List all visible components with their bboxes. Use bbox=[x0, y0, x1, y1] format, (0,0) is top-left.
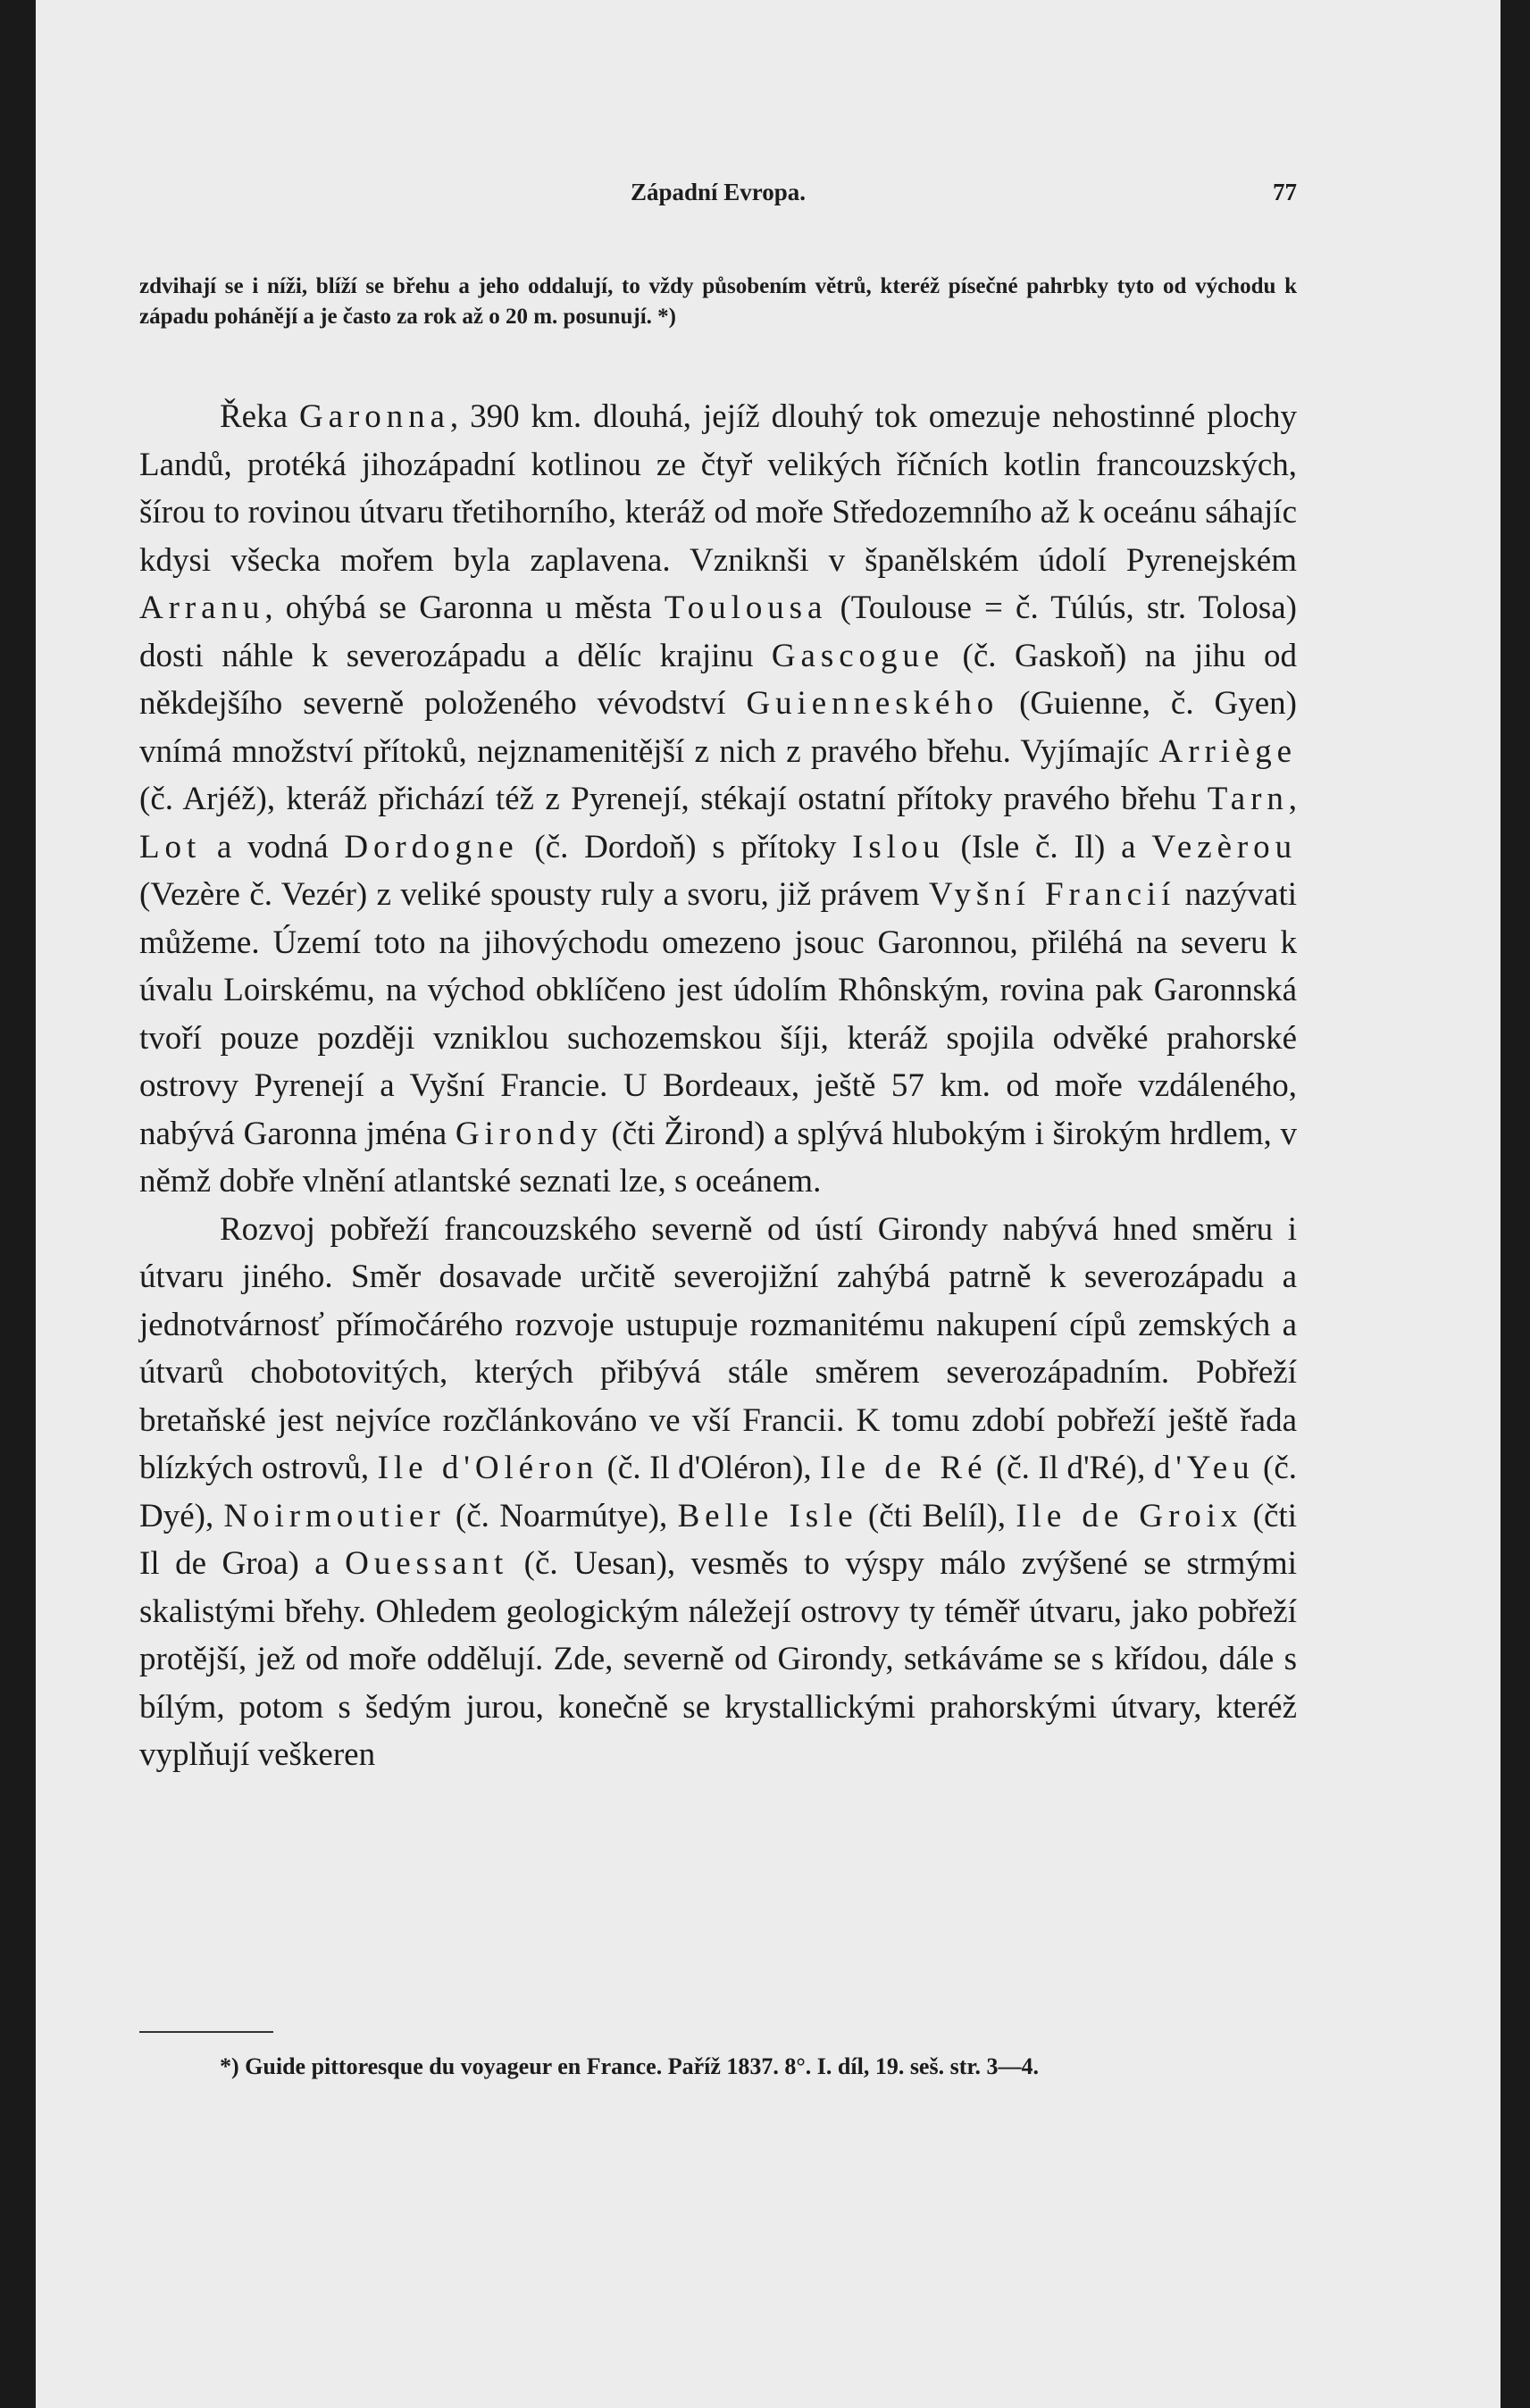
running-header bbox=[139, 179, 1297, 214]
term-lot: Lot bbox=[139, 828, 202, 865]
term-arranu: Arranu bbox=[139, 589, 265, 626]
term-re: Ile de Ré bbox=[820, 1450, 988, 1486]
term-ariege: Arriège bbox=[1158, 732, 1297, 770]
term-tarn: Tarn bbox=[1207, 781, 1289, 817]
term-girondy: Girondy bbox=[455, 1115, 603, 1152]
book-page bbox=[36, 0, 1501, 2408]
term-toulousa: Toulousa bbox=[664, 589, 828, 626]
term-noirmoutier: Noirmoutier bbox=[223, 1497, 446, 1534]
footnote: *) Guide pittoresque du voyageur en France. Paříž 1837. 8°. I. díl, 19. seš. str. 3—4. bbox=[220, 2053, 1040, 2079]
term-gascogue: Gascogue bbox=[771, 637, 945, 674]
term-yeu: d'Yeu bbox=[1153, 1450, 1255, 1486]
footnote-rule bbox=[139, 2031, 273, 2033]
term-dordogne: Dordogne bbox=[344, 828, 519, 865]
term-oleron: Ile d'Oléron bbox=[377, 1450, 599, 1486]
paragraph-pobrezi: Rozvoj pobřeží francouzského severně od ústí Girondy nabývá hned směru i útvaru jiného. Směr dosavade určitě severojižní zahýbá patrně k severozápadu a jednotvárnosť přímočárého rozvoje ustupuje rozmanitému nakupení cípů zemských a útvarů chobotovitých, kterých přibývá stále směrem severozápadním. Pobřeží bretaňské jest nejvíce rozčlánkováno ve vší Francii. K tomu zdobí pobřeží ještě řada blízkých ostrovů, Ile d'Oléron (č. Il d'Oléron), Ile de Ré (č. Il d'Ré), d'Yeu (č. Dyé), Noirmoutier (č. Noarmútye), Belle Isle (čti Belíl), Ile de Groix (čti Il de Groa) a Ouessant (č. Uesan), vesměs to výspy málo zvýšené se strmými skalistými břehy. Ohledem geologickým náležejí ostrovy ty téměř útvaru, jako pobřeží protější, jež od moře oddělují. Zde, severně od Girondy, setkáváme se s křídou, dále s bílým, potom s šedým jurou, konečně se krystallickými prahorskými útvary, kteréž vyplňují veškeren bbox=[139, 1210, 1298, 1773]
page-number: 77 bbox=[1273, 179, 1297, 205]
continued-paragraph: zdvihají se i níži, blíží se břehu a jeho oddalují, to vždy působením větrů, kteréž písečné pahrbky tyto od východu k západu pohánějí a je často za rok až o 20 m. posunují. *) bbox=[139, 274, 1297, 329]
term-islou: Islou bbox=[852, 828, 945, 865]
term-garonna: Garonna bbox=[299, 398, 450, 435]
term-groix: Ile de Groix bbox=[1016, 1497, 1243, 1534]
term-vysni-francii: Vyšní Francií bbox=[928, 876, 1176, 913]
term-belle-isle: Belle Isle bbox=[677, 1497, 858, 1534]
header-title: Západní Evropa. bbox=[630, 179, 807, 205]
main-text bbox=[139, 393, 1297, 1779]
paragraph-garonna: Řeka Garonna, 390 km. dlouhá, jejíž dlouhý tok omezuje nehostinné plochy Landů, protéká jihozápadní kotlinou ze čtyř velikých říčních kotlin francouzských, šírou to rovinou útvaru třetihorního, kteráž od moře Středozemního až k oceánu sáhajíc kdysi všecka mořem byla zaplavena. Vzniknši v španělském údolí Pyrenejském Arranu, ohýbá se Garonna u města Toulousa (Toulouse = č. Túlús, str. Tolosa) dosti náhle k severozápadu a dělíc krajinu Gascogue (č. Gaskoň) na jihu od někdejšího severně položeného vévodství Guienneského (Guienne, č. Gyen) vnímá množství přítoků, nejznamenitější z nich z pravého břehu. Vyjímajíc Arriège (č. Arjéž), kteráž přichází též z Pyrenejí, stékají ostatní přítoky pravého břehu Tarn, Lot a vodná Dordogne (č. Dordoň) s přítoky Islou (Isle č. Il) a Vezèrou (Vezère č. Vezér) z veliké spousty ruly a svoru, již právem Vyšní Francií nazývati můžeme. Území toto na jihovýchodu omezeno jsouc Garonnou, přiléhá na severu k úvalu Loirskému, na východ obklíčeno jest údolím Rhônským, rovina pak Garonnská tvoří pouze později vzniklou suchozemskou šíji, kteráž spojila odvěké prahorské ostrovy Pyrenejí a Vyšní Francie. U Bordeaux, ještě 57 km. od moře vzdáleného, nabývá Garonna jména Girondy (čti Žirond) a splývá hlubokým i širokým hrdlem, v němž dobře vlnění atlantské seznati lze, s oceánem. bbox=[139, 398, 1298, 1200]
term-ouessant: Ouessant bbox=[345, 1545, 509, 1582]
term-vezerou: Vezèrou bbox=[1151, 828, 1297, 865]
term-guienneskeho: Guienneského bbox=[746, 685, 999, 722]
